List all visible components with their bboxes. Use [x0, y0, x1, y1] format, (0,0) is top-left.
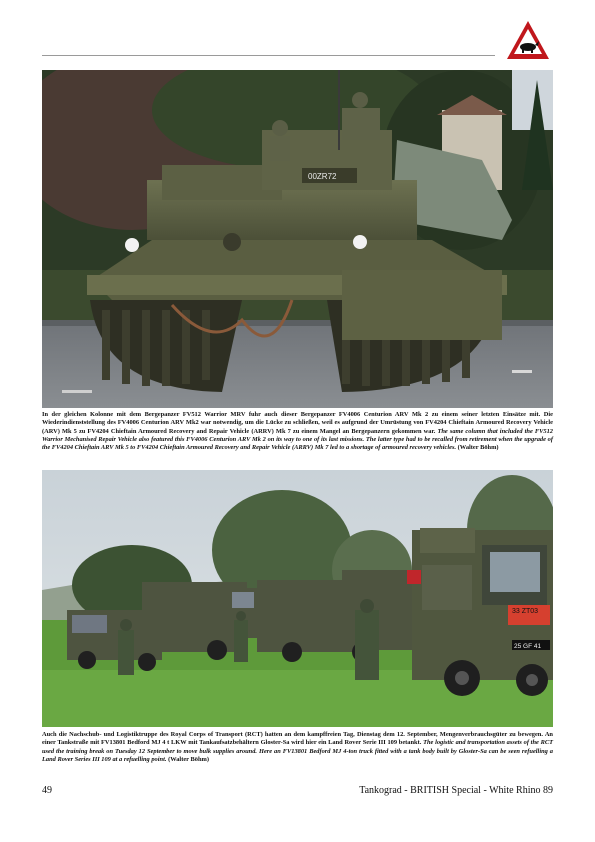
caption-2-credit: (Walter Böhm) [168, 755, 209, 763]
photo-rct-refuelling [42, 470, 553, 727]
tankograd-rhino-triangle-icon [506, 20, 550, 60]
hull-marking-text: 00ZR72 [308, 172, 337, 181]
header-rule [42, 55, 495, 56]
caption-2-english: The logistic and transportation assets of the RCT used the training break on Tuesday 12 September to move bulk supplies around. Here an FV13801 Bedford MJ 4-ton truck fitted with a tank body built by Gloster-Sa can be seen refuelling a Land Rover Series III 109 at a refuelling point. [42, 739, 553, 763]
photo-centurion-arv [42, 70, 553, 408]
caption-photo-1 [42, 411, 553, 452]
caption-photo-2 [42, 731, 553, 764]
footer-title: Tankograd - BRITISH Special - White Rhino 89 [359, 785, 553, 796]
rear-plate-text: 25 GF 41 [514, 643, 542, 650]
page-number: 49 [42, 785, 52, 796]
front-plate-text: 33 ZT03 [512, 608, 539, 615]
tankograd-logo [506, 20, 550, 60]
caption-2-german: Auch die Nachschub- und Logistiktruppe des Royal Corps of Transport (RCT) hatten an dem kampffreien Tag, Dienstag dem 12. September, Mengenverbrauchsgüter zu bewegen. An einer Tankstraße mit FV13801 Bedford MJ 4 t LKW mit Tankaufsatzbehältern Gloster-Sa wird hier ein Land Rover Serie III 109 betankt. [42, 731, 553, 747]
caption-1-german: In der gleichen Kolonne mit dem Bergepanzer FV512 Warrior MRV fuhr auch dieser Bergepanzer FV4006 Centurion ARV Mk 2 zu einem seiner letzten Einsätze mit. Die Wiederindienststellung des FV4006 Centurion ARV Mk2 war notwendig, um die Lücke zu schließen, weil es aufgrund der Umrüstung von FV4204 Chieftain Armoured Recovery Vehicle (ARV) Mk 5 zu FV4204 Chieftain Armoured Recovery and Repair Vehicle (ARRV) Mk 7 zu einem Mangel an Bergepanzern gekommen war. [42, 411, 553, 435]
caption-1-credit: (Walter Böhm) [457, 444, 499, 452]
caption-1-english: The same column that included the FV512 Warrior Mechanised Repair Vehicle also featured this FV4006 Centurion ARV Mk 2 on its way to one of its last missions. The latter type had to be recalled from retirement when the upgrade of the FV4204 Chieftain ARV Mk 5 to FV4204 Chieftain Armoured Recovery and Repair Vehicle (ARRV) Mk 7 led to a shortage of armoured recovery vehicles. [42, 427, 553, 452]
